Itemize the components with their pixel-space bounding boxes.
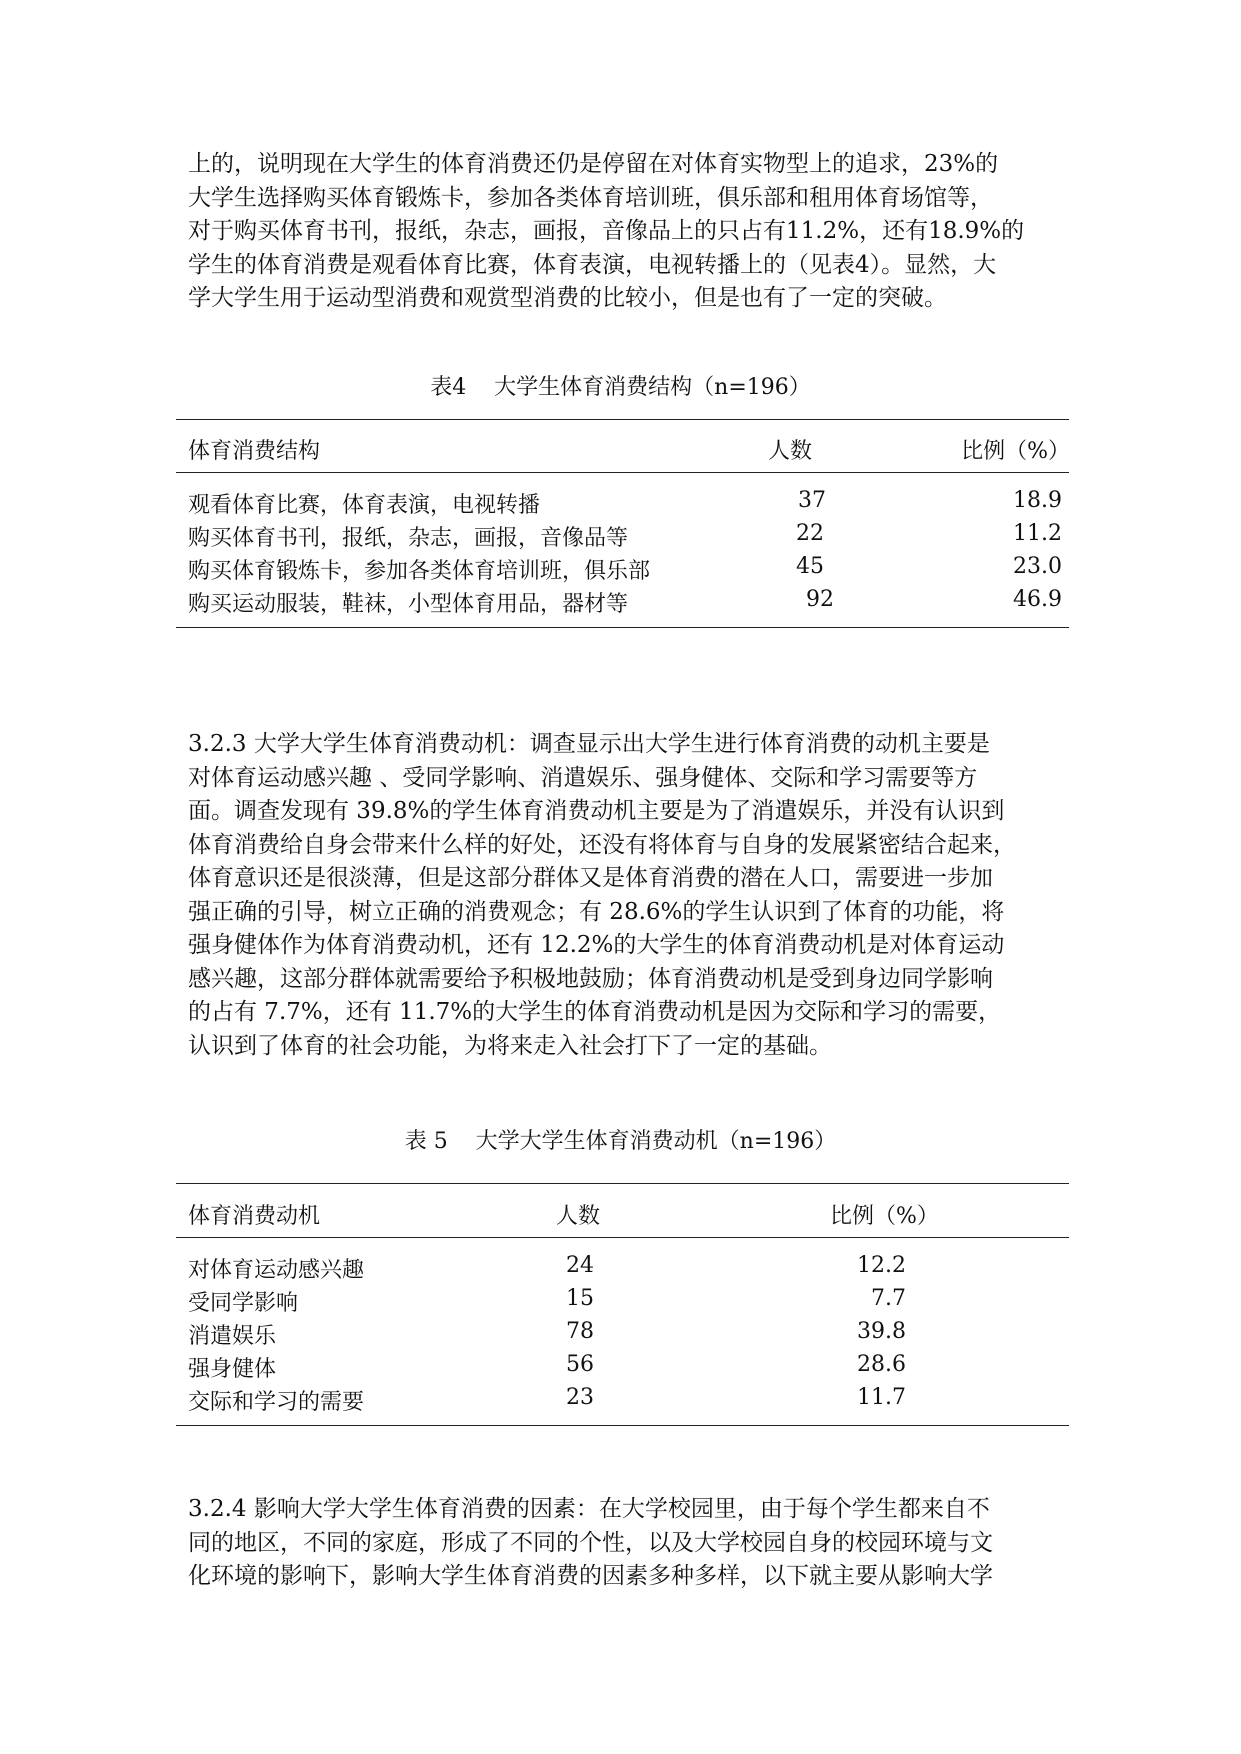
- paragraph-influencing-factors: [188, 1493, 1068, 1594]
- table5-row-3-count: 78: [566, 1319, 594, 1344]
- table5-caption: 表 5 大学大学生体育消费动机（n=196）: [404, 1129, 837, 1154]
- table4-bottom-rule: [176, 627, 1069, 628]
- table4-header-count: 人数: [768, 439, 813, 464]
- table5-row-5-percent: 11.7: [857, 1385, 906, 1410]
- table4-row-1-item: 观看体育比赛，体育表演，电视转播: [188, 493, 541, 518]
- table4-header-structure: 体育消费结构: [188, 439, 321, 464]
- table5-header-count: 人数: [556, 1204, 601, 1229]
- table4-row-1-percent: 18.9: [1013, 488, 1062, 513]
- table4-top-rule: [176, 419, 1069, 420]
- table5-row-2-count: 15: [566, 1286, 594, 1311]
- table5-row-4-item: 强身健体: [188, 1357, 277, 1382]
- table5-row-5-count: 23: [566, 1385, 594, 1410]
- paragraph-line: 化环境的影响下，影响大学生体育消费的因素多种多样，以下就主要从影响大学: [188, 1563, 993, 1589]
- table5-header-percent: 比例（%）: [830, 1204, 939, 1229]
- table4-row-2-percent: 11.2: [1013, 521, 1062, 546]
- paragraph-line: 强正确的引导，树立正确的消费观念；有 28.6%的学生认识到了体育的功能，将: [188, 898, 1005, 925]
- table4-row-4-item: 购买运动服装，鞋袜，小型体育用品，器材等: [188, 592, 629, 617]
- paragraph-line: 强身健体作为体育消费动机，还有 12.2%的大学生的体育消费动机是对体育运动: [188, 932, 1005, 958]
- table5-row-5-item: 交际和学习的需要: [188, 1390, 365, 1415]
- table5-bottom-rule: [176, 1425, 1069, 1426]
- table4-header-rule: [176, 472, 1069, 473]
- table5-header-rule: [176, 1237, 1069, 1238]
- table5-row-3-percent: 39.8: [857, 1319, 906, 1344]
- table5-row-2-percent: 7.7: [871, 1286, 906, 1311]
- paragraph-line: 的占有 7.7%，还有 11.7%的大学生的体育消费动机是因为交际和学习的需要，: [188, 999, 1002, 1025]
- paragraph-line: 3.2.3 大学大学生体育消费动机：调查显示出大学生进行体育消费的动机主要是: [188, 731, 990, 757]
- table5-row-4-count: 56: [566, 1352, 594, 1377]
- table4-caption: 表4 大学生体育消费结构（n=196）: [430, 375, 811, 400]
- paragraph-consumption-summary: [188, 148, 1068, 316]
- table4-row-1-count: 37: [798, 488, 826, 513]
- table5-top-rule: [176, 1183, 1069, 1184]
- paragraph-line: 3.2.4 影响大学大学生体育消费的因素：在大学校园里，由于每个学生都来自不: [188, 1496, 990, 1522]
- paragraph-line: 学生的体育消费是观看体育比赛，体育表演，电视转播上的（见表4）。显然，大: [188, 251, 997, 278]
- paragraph-line: 感兴趣，这部分群体就需要给予积极地鼓励；体育消费动机是受到身边同学影响: [188, 965, 993, 992]
- table5-header-motivation: 体育消费动机: [188, 1204, 321, 1229]
- paragraph-line: 对于购买体育书刊，报纸，杂志，画报，音像品上的只占有11.2%，还有18.9%的: [188, 218, 1025, 244]
- paragraph-line: 体育意识还是很淡薄，但是这部分群体又是体育消费的潜在人口，需要进一步加: [188, 865, 993, 891]
- table5-row-4-percent: 28.6: [857, 1352, 906, 1377]
- paragraph-line: 学大学生用于运动型消费和观赏型消费的比较小，但是也有了一定的突破。: [188, 285, 947, 311]
- table5-row-1-count: 24: [566, 1253, 594, 1278]
- paragraph-line: 认识到了体育的社会功能，为将来走入社会打下了一定的基础。: [188, 1032, 832, 1059]
- paragraph-line: 上的，说明现在大学生的体育消费还仍是停留在对体育实物型上的追求，23%的: [188, 151, 999, 177]
- table4-row-3-percent: 23.0: [1013, 554, 1062, 579]
- paragraph-motivation-analysis: [188, 728, 1068, 1063]
- table4-header-percent: 比例（%）: [961, 439, 1070, 464]
- table4-row-4-count: 92: [806, 587, 834, 612]
- table4-row-3-count: 45: [796, 554, 824, 579]
- table4-row-2-count: 22: [796, 521, 824, 546]
- table5-row-3-item: 消遣娱乐: [188, 1324, 277, 1349]
- table5-row-1-item: 对体育运动感兴趣: [188, 1258, 365, 1283]
- paragraph-line: 体育消费给自身会带来什么样的好处，还没有将体育与自身的发展紧密结合起来，: [188, 831, 1016, 858]
- paragraph-line: 对体育运动感兴趣 、受同学影响、消遣娱乐、强身健体、交际和学习需要等方: [188, 764, 978, 791]
- paragraph-line: 同的地区，不同的家庭，形成了不同的个性，以及大学校园自身的校园环境与文: [188, 1529, 993, 1556]
- table4-row-3-item: 购买体育锻炼卡，参加各类体育培训班，俱乐部: [188, 559, 651, 584]
- paragraph-line: 面。调查发现有 39.8%的学生体育消费动机主要是为了消遣娱乐，并没有认识到: [188, 798, 1005, 824]
- table5-row-2-item: 受同学影响: [188, 1291, 299, 1316]
- table4-row-2-item: 购买体育书刊，报纸，杂志，画报，音像品等: [188, 526, 629, 551]
- table5-row-1-percent: 12.2: [857, 1253, 906, 1278]
- paragraph-line: 大学生选择购买体育锻炼卡，参加各类体育培训班，俱乐部和租用体育场馆等，: [188, 184, 993, 211]
- table4-row-4-percent: 46.9: [1013, 587, 1062, 612]
